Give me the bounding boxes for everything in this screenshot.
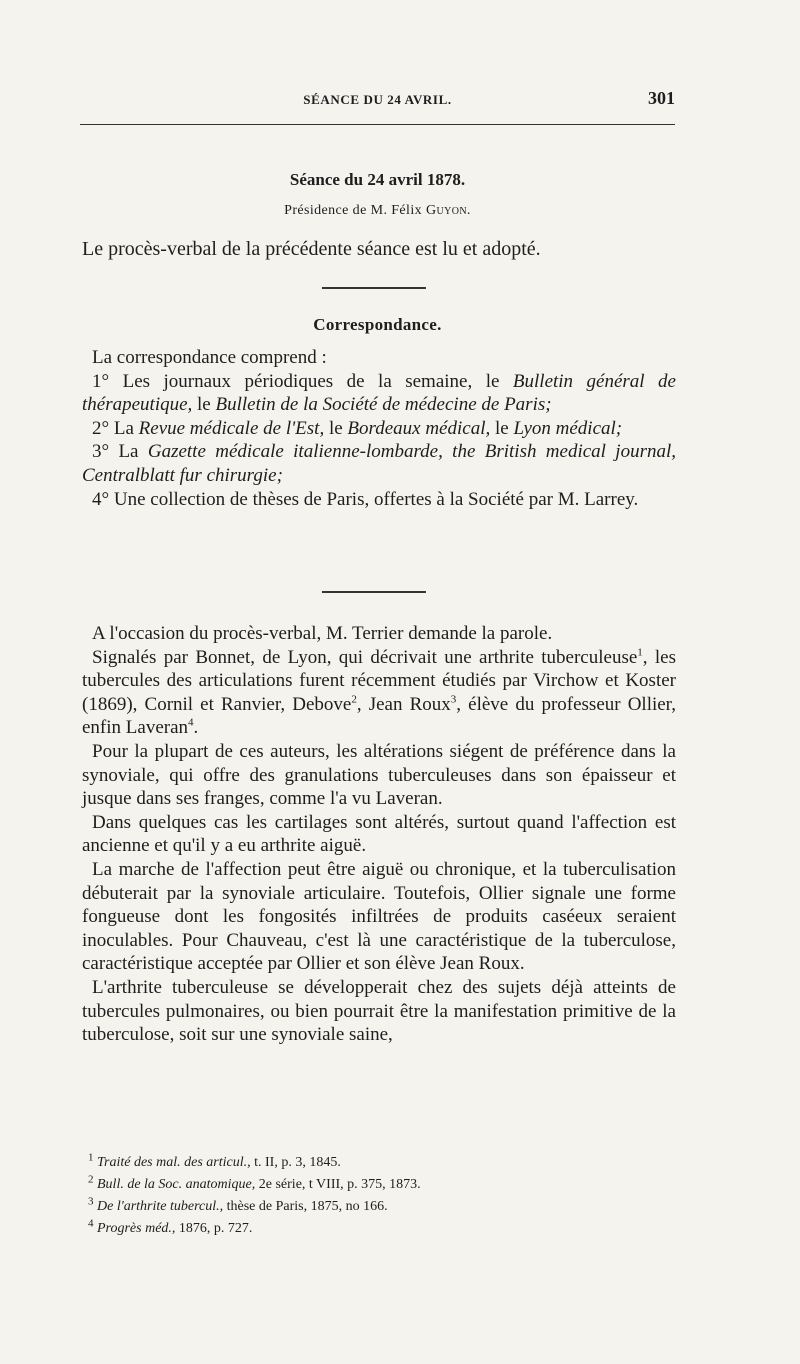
paragraph-text: Signalés par Bonnet, de Lyon, qui décrivait une arthrite tuberculeuse [92, 646, 638, 668]
footnote-text: thèse de Paris, 1875, no 166. [223, 1199, 388, 1214]
item-text: La [109, 417, 139, 439]
footnote-ref: 4 [188, 717, 194, 730]
footnote [88, 1196, 648, 1218]
item-italic: Revue médicale de l'Est, [138, 417, 325, 439]
paragraph-4: Dans quelques cas les cartilages sont altérés, surtout quand l'affection est ancienne et qu'il y a eu arthrite aiguë. [82, 811, 676, 857]
footnote [88, 1174, 648, 1196]
correspondance-block [82, 346, 676, 511]
running-head: SÉANCE DU 24 AVRIL. [303, 92, 452, 107]
footnote-ref: 2 [351, 693, 357, 706]
item-number: 1° [92, 370, 110, 392]
proces-verbal-line: Le procès-verbal de la précédente séance est lu et adopté. [82, 238, 541, 260]
presidence-prefix: Présidence de M. Félix [284, 203, 423, 218]
footnotes [88, 1152, 648, 1240]
correspondance-item-1 [82, 370, 676, 417]
paragraph-text: . [193, 717, 199, 739]
item-text: Les journaux périodiques de la semaine, le [109, 370, 513, 392]
footnote-ref: 1 [637, 646, 643, 659]
item-text: le [490, 417, 514, 439]
footnote-mark: 4 [88, 1217, 94, 1230]
footnote-title: Progrès méd., [97, 1221, 176, 1236]
item-italic: Bulletin général de thérapeutique, [82, 370, 676, 416]
item-number: 3° [92, 441, 110, 463]
page-header [80, 88, 675, 112]
paragraph-1: A l'occasion du procès-verbal, M. Terrier demande la parole. [92, 623, 553, 644]
footnote-mark: 1 [88, 1151, 94, 1164]
item-number: 2° [92, 417, 110, 439]
correspondance-item-4 [82, 488, 676, 512]
footnote [88, 1218, 648, 1240]
president-name: Guyon. [425, 203, 471, 218]
item-italic: Lyon médical; [513, 417, 623, 439]
paragraph-6: L'arthrite tuberculeuse se développerait chez des sujets déjà atteints de tubercules pulmonaires, ou bien pourrait être la manifestation primitive de la tuberculose, soit sur une synoviale saine, [82, 976, 676, 1046]
page-number: 301 [648, 88, 675, 108]
item-number: 4° [92, 488, 110, 510]
paragraph-text: , les tubercules des articulations furent récemment étudiés par Virchow et Koster (1869), Cornil et Ranvier, Debove [82, 646, 676, 715]
correspondance-item-2 [82, 417, 676, 441]
footnote-ref: 3 [450, 693, 457, 706]
paragraph-3: Pour la plupart de ces auteurs, les altérations siégent de préférence dans la synoviale, qui offre des granulations tuberculeuses dans son épaisseur et jusque dans ses franges, comme l'a vu Laveran. [82, 740, 676, 810]
correspondance-intro: La correspondance comprend : [92, 347, 327, 368]
correspondance-item-3 [82, 440, 676, 487]
paragraph-text: , Jean Roux [356, 693, 451, 715]
item-italic: Bordeaux médical, [347, 417, 491, 439]
footnote-title: Bull. de la Soc. anatomique, [97, 1177, 256, 1192]
footnote [88, 1152, 648, 1174]
footnote-mark: 3 [88, 1195, 94, 1208]
item-text: le [324, 417, 348, 439]
footnote-mark: 2 [88, 1173, 94, 1186]
item-text: Une collection de thèses de Paris, offertes à la Société par M. Larrey. [109, 488, 639, 510]
header-rule [80, 124, 675, 125]
main-text-block [82, 622, 676, 1047]
footnote-text: 2e série, t VIII, p. 375, 1873. [255, 1177, 421, 1192]
session-title: Séance du 24 avril 1878. [289, 170, 466, 189]
presidence-line [80, 203, 675, 219]
item-italic: Bulletin de la Société de médecine de Paris; [215, 394, 552, 416]
section-heading: Correspondance. [313, 315, 442, 334]
footnote-text: 1876, p. 727. [175, 1221, 253, 1236]
paragraph-5: La marche de l'affection peut être aiguë ou chronique, et la tuberculisation débuterait par la synoviale articulaire. Toutefois, Ollier signale une forme fongueuse dont les fongosités infiltrées de produits caséeux seraient inoculables. Pour Chauveau, c'est là une caractéristique de la tuberculose, caractéristique acceptée par Ollier et son élève Jean Roux. [82, 858, 676, 975]
footnote-text: t. II, p. 3, 1845. [250, 1155, 341, 1170]
paragraph-text: , élève du professeur Ollier, enfin Laveran [82, 693, 677, 739]
divider-rule [322, 591, 426, 593]
paragraph-2 [82, 646, 676, 740]
item-text: le [192, 394, 216, 416]
item-italic: Gazette médicale italienne-lombarde, the British medical journal, Centralblatt fur chirurgie; [82, 441, 676, 486]
footnote-title: Traité des mal. des articul., [97, 1155, 251, 1170]
divider-rule [322, 287, 426, 289]
item-text: La [109, 441, 148, 463]
footnote-title: De l'arthrite tubercul., [97, 1199, 224, 1214]
